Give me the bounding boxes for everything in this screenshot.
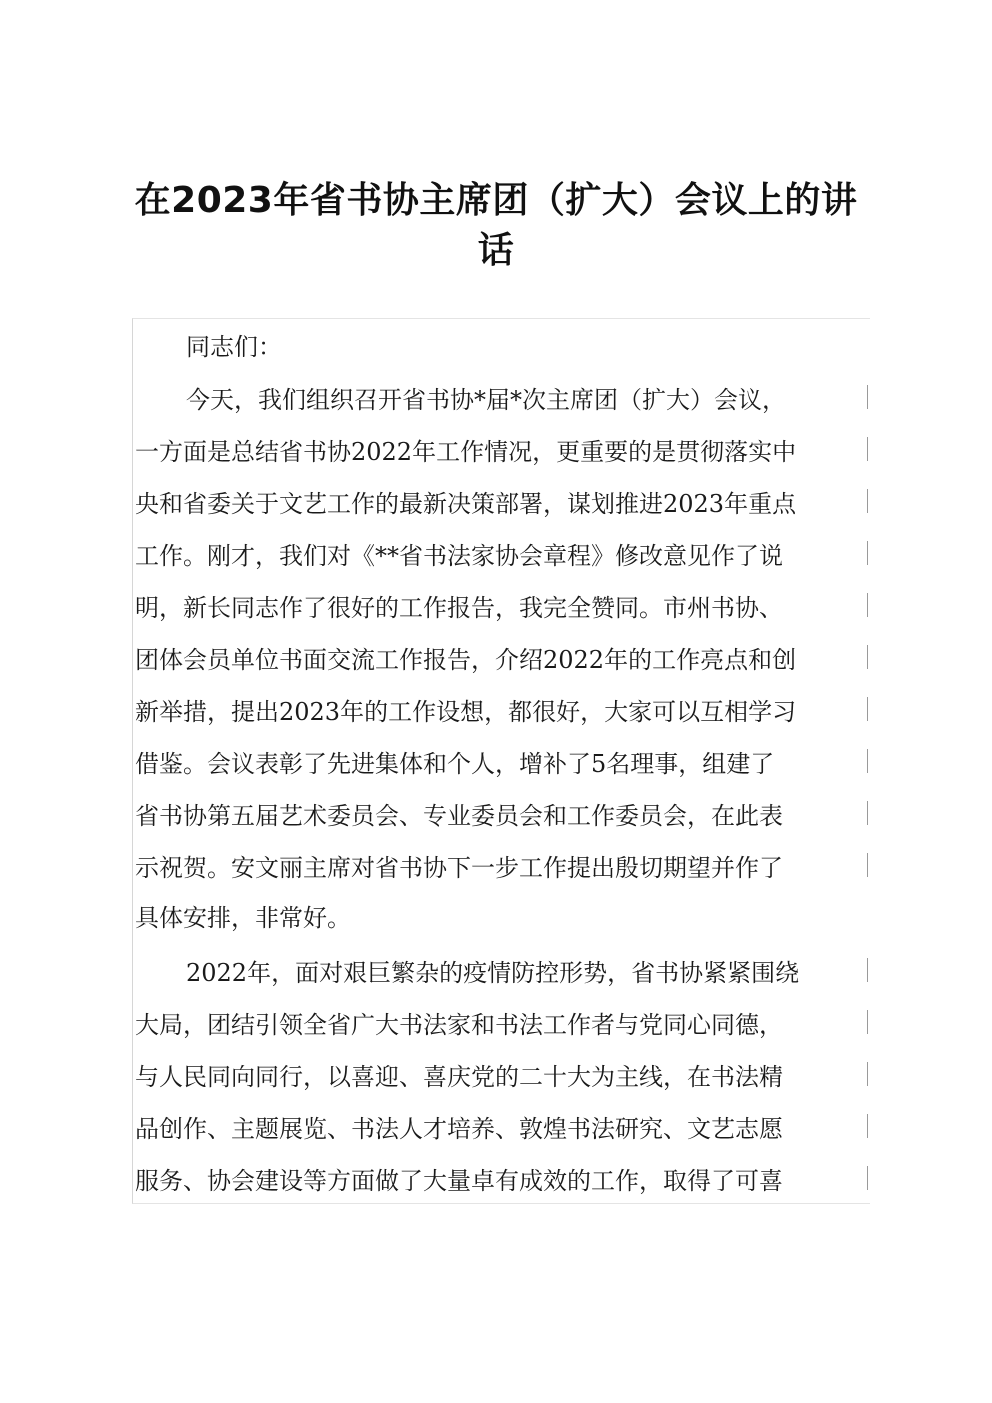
paragraph-1-line-9: 省书协第五届艺术委员会、专业委员会和工作委员会，在此表 <box>135 802 783 830</box>
title-line-2: 话 <box>477 230 515 271</box>
paragraph-1-line-6: 团体会员单位书面交流工作报告，介绍2022年的工作亮点和创 <box>135 646 797 674</box>
text-boundary-mark <box>867 645 868 669</box>
paragraph-2-line-1: 2022年，面对艰巨繁杂的疫情防控形势，省书协紧紧围绕 <box>186 959 800 987</box>
text-boundary-mark <box>867 541 868 565</box>
text-boundary-mark <box>867 1062 868 1086</box>
paragraph-1-line-5: 明，新长同志作了很好的工作报告，我完全赞同。市州书协、 <box>135 594 783 622</box>
paragraph-1-line-7: 新举措，提出2023年的工作设想，都很好，大家可以互相学习 <box>135 698 797 726</box>
paragraph-2-line-5: 服务、协会建设等方面做了大量卓有成效的工作，取得了可喜 <box>135 1167 783 1195</box>
paragraph-1-line-2: 一方面是总结省书协2022年工作情况，更重要的是贯彻落实中 <box>135 438 797 466</box>
paragraph-1-line-8: 借鉴。会议表彰了先进集体和个人，增补了5名理事，组建了 <box>135 750 775 778</box>
text-boundary-mark <box>867 801 868 825</box>
text-boundary-mark <box>867 749 868 773</box>
paragraph-1-line-3: 央和省委关于文艺工作的最新决策部署，谋划推进2023年重点 <box>135 490 797 518</box>
paragraph-2-line-3: 与人民同向同行，以喜迎、喜庆党的二十大为主线，在书法精 <box>135 1063 783 1091</box>
paragraph-1-line-11: 具体安排，非常好。 <box>135 904 351 932</box>
title-line-1: 在2023年省书协主席团（扩大）会议上的讲 <box>134 180 858 221</box>
text-boundary-mark <box>867 593 868 617</box>
paragraph-2-line-2: 大局，团结引领全省广大书法家和书法工作者与党同心同德， <box>135 1011 783 1039</box>
paragraph-2-line-4: 品创作、主题展览、书法人才培养、敦煌书法研究、文艺志愿 <box>135 1115 783 1143</box>
paragraph-1-line-1: 今天，我们组织召开省书协*届*次主席团（扩大）会议， <box>186 386 786 414</box>
paragraph-1-line-10: 示祝贺。安文丽主席对省书协下一步工作提出殷切期望并作了 <box>135 854 783 882</box>
text-boundary-mark <box>867 1010 868 1034</box>
document-title <box>120 176 872 276</box>
text-boundary-mark <box>867 489 868 513</box>
text-boundary-mark <box>867 385 868 409</box>
text-boundary-mark <box>867 958 868 982</box>
text-boundary-mark <box>867 853 868 877</box>
text-boundary-mark <box>867 1166 868 1190</box>
paragraph-1-line-4: 工作。刚才，我们对《**省书法家协会章程》修改意见作了说 <box>135 542 783 570</box>
salutation: 同志们： <box>186 333 282 361</box>
text-boundary-mark <box>867 437 868 461</box>
text-boundary-mark <box>867 1114 868 1138</box>
text-boundary-mark <box>867 697 868 721</box>
